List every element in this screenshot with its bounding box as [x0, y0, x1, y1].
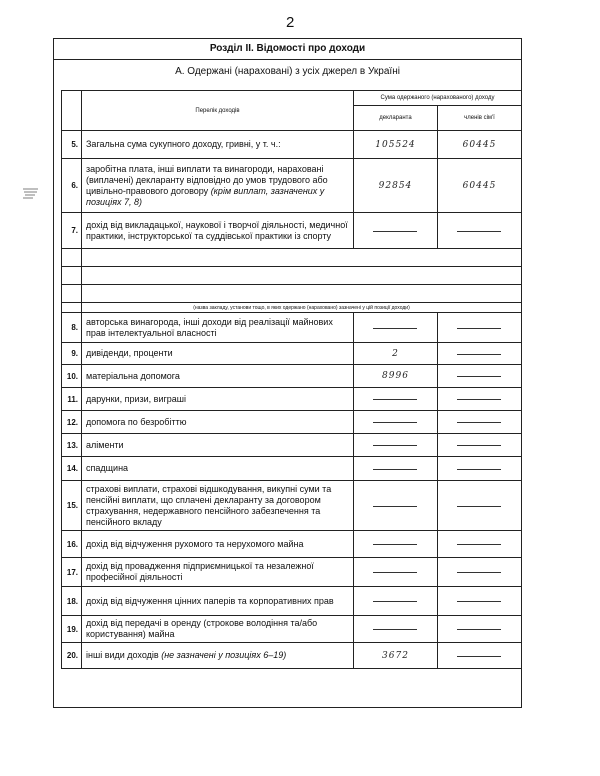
row-text: інші види доходів: [86, 650, 159, 660]
declarant-amount: [353, 558, 437, 587]
row-number: 17.: [62, 558, 82, 587]
header-declarant: декларанта: [353, 106, 437, 131]
dash-mark: [457, 354, 501, 355]
header-family: членів сім'ї: [437, 106, 521, 131]
row-description: авторська винагорода, інші доходи від реалізації майнових прав інтелектуальної власності: [82, 313, 354, 343]
declarant-amount: 8996: [353, 365, 437, 388]
table-row: [62, 643, 522, 669]
table-row: [62, 558, 522, 587]
institution-note: (назва закладу, установи тощо, в яких одержано (нараховано) зазначені у цій позиції доходи): [82, 303, 522, 313]
dash-mark: [373, 422, 417, 423]
row-description: аліменти: [82, 434, 354, 457]
declarant-amount: 92854: [353, 159, 437, 213]
row-description: дохід від провадження підприємницької та незалежної професійної діяльності: [82, 558, 354, 587]
dash-mark: [457, 399, 501, 400]
family-amount: [437, 343, 521, 365]
row-description: Загальна сума сукупного доходу, гривні, у т. ч.:: [82, 131, 354, 159]
dash-mark: [373, 601, 417, 602]
family-amount: 60445: [437, 131, 521, 159]
row-note: (не зазначені у позиціях 6–19): [161, 650, 287, 660]
table-row: [62, 457, 522, 481]
row-number: 8.: [62, 313, 82, 343]
dash-mark: [373, 572, 417, 573]
row-number: 5.: [62, 131, 82, 159]
dash-mark: [457, 231, 501, 232]
table-row: [62, 434, 522, 457]
declarant-amount: [353, 457, 437, 481]
declarant-amount: [353, 481, 437, 531]
declarant-amount: 3672: [353, 643, 437, 669]
row-description: матеріальна допомога: [82, 365, 354, 388]
family-amount: [437, 365, 521, 388]
row-description: спадщина: [82, 457, 354, 481]
table-row: [62, 213, 522, 249]
table-row: [62, 365, 522, 388]
dash-mark: [457, 469, 501, 470]
institution-note-row: [62, 303, 522, 313]
row-number: 7.: [62, 213, 82, 249]
header-list: Перелік доходів: [82, 91, 354, 131]
row-description: [82, 643, 354, 669]
declarant-amount: [353, 587, 437, 616]
dash-mark: [373, 629, 417, 630]
row-description: дохід від передачі в оренду (строкове володіння та/або користування) майна: [82, 616, 354, 643]
dash-mark: [373, 399, 417, 400]
table-row: [62, 481, 522, 531]
declarant-amount: [353, 434, 437, 457]
table-row: [62, 159, 522, 213]
dash-mark: [457, 445, 501, 446]
row-description: дохід від відчуження цінних паперів та корпоративних прав: [82, 587, 354, 616]
row-number: 14.: [62, 457, 82, 481]
dash-mark: [457, 629, 501, 630]
family-amount: [437, 457, 521, 481]
table-row: [62, 131, 522, 159]
family-amount: 60445: [437, 159, 521, 213]
dash-mark: [373, 544, 417, 545]
row-number: 11.: [62, 388, 82, 411]
table-row: [62, 616, 522, 643]
blank-line: [62, 267, 522, 285]
row-number: 13.: [62, 434, 82, 457]
income-section-frame: [53, 38, 522, 708]
row-description: дивіденди, проценти: [82, 343, 354, 365]
family-amount: [437, 616, 521, 643]
dash-mark: [373, 506, 417, 507]
row-description: допомога по безробіттю: [82, 411, 354, 434]
dash-mark: [373, 231, 417, 232]
dash-mark: [457, 422, 501, 423]
declarant-amount: [353, 388, 437, 411]
row-description: дохід від відчуження рухомого та нерухомого майна: [82, 531, 354, 558]
table-row: [62, 411, 522, 434]
section-title: Розділ II. Відомості про доходи: [54, 39, 521, 60]
dash-mark: [373, 469, 417, 470]
blank-line: [62, 285, 522, 303]
dash-mark: [457, 328, 501, 329]
family-amount: [437, 643, 521, 669]
dash-mark: [457, 544, 501, 545]
blank-line: [62, 249, 522, 267]
stamp-mark: [22, 186, 40, 200]
row-description: [82, 159, 354, 213]
family-amount: [437, 587, 521, 616]
dash-mark: [457, 572, 501, 573]
table-row: [62, 388, 522, 411]
family-amount: [437, 313, 521, 343]
dash-mark: [457, 506, 501, 507]
family-amount: [437, 558, 521, 587]
row-note: (крім виплат, зазначених у позиціях 7, 8): [86, 185, 325, 207]
header-number: [62, 91, 82, 131]
dash-mark: [457, 376, 501, 377]
table-row: [62, 531, 522, 558]
declarant-amount: [353, 411, 437, 434]
header-sum: Сума одержаного (нарахованого) доходу: [353, 91, 521, 106]
table-row: [62, 343, 522, 365]
row-number: 20.: [62, 643, 82, 669]
row-number: 10.: [62, 365, 82, 388]
row-number: 12.: [62, 411, 82, 434]
declarant-amount: [353, 213, 437, 249]
row-description: страхові виплати, страхові відшкодування, викупні суми та пенсійні виплати, що сплачені декларанту за договором страхування, недержавного пенсійного забезпечення та пенсійного вкладу: [82, 481, 354, 531]
row-number: 9.: [62, 343, 82, 365]
row-number: 6.: [62, 159, 82, 213]
dash-mark: [457, 656, 501, 657]
table-row: [62, 313, 522, 343]
dash-mark: [457, 601, 501, 602]
family-amount: [437, 531, 521, 558]
declarant-amount: [353, 313, 437, 343]
row-number: 18.: [62, 587, 82, 616]
declarant-amount: [353, 531, 437, 558]
family-amount: [437, 411, 521, 434]
dash-mark: [373, 445, 417, 446]
row-number: 19.: [62, 616, 82, 643]
declarant-amount: 105524: [353, 131, 437, 159]
family-amount: [437, 388, 521, 411]
family-amount: [437, 213, 521, 249]
row-number: 15.: [62, 481, 82, 531]
row-text: заробітна плата, інші виплати та винагороди, нараховані (виплачені) декларанту відповідно до умов трудового або цивільно-правового договору: [86, 163, 328, 196]
row-description: дарунки, призи, виграші: [82, 388, 354, 411]
page-number: 2: [286, 14, 295, 31]
subsection-title: А. Одержані (нараховані) з усіх джерел в Україні: [175, 66, 400, 77]
dash-mark: [373, 328, 417, 329]
income-table: [61, 90, 522, 669]
declarant-amount: [353, 616, 437, 643]
row-number: 16.: [62, 531, 82, 558]
declarant-amount: 2: [353, 343, 437, 365]
row-description: дохід від викладацької, наукової і творчої діяльності, медичної практики, інструкторської та суддівської практики із спорту: [82, 213, 354, 249]
family-amount: [437, 434, 521, 457]
table-row: [62, 587, 522, 616]
family-amount: [437, 481, 521, 531]
